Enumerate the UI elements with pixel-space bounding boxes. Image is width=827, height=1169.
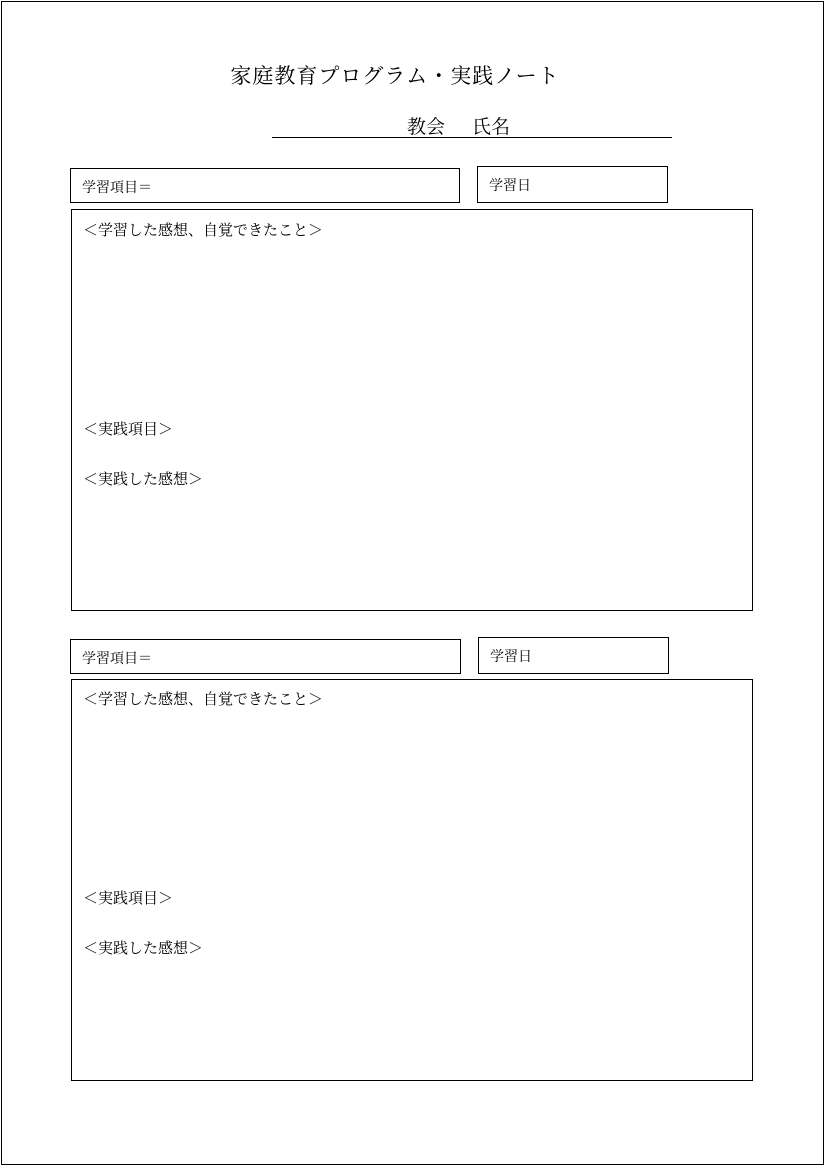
impressions-prompt: ＜学習した感想、自覚できたこと＞ — [83, 690, 324, 708]
study-date-label: 学習日 — [489, 178, 531, 194]
practice-item-writing-area-2[interactable] — [80, 912, 744, 934]
study-date-field-2[interactable] — [478, 637, 669, 674]
study-date-label: 学習日 — [490, 649, 532, 665]
practice-item-writing-area-1[interactable] — [80, 442, 744, 464]
impressions-writing-area-2[interactable] — [80, 714, 744, 884]
church-label: 教会 — [407, 116, 446, 138]
study-topic-label: 学習項目＝ — [82, 180, 152, 196]
study-topic-field-1[interactable] — [70, 168, 460, 203]
study-date-field-1[interactable] — [477, 166, 668, 203]
entry-notes-box-1 — [71, 209, 753, 611]
practice-item-prompt: ＜実践項目＞ — [83, 889, 174, 907]
practice-impressions-prompt: ＜実践した感想＞ — [83, 470, 204, 488]
church-name-field[interactable] — [272, 112, 672, 138]
practice-impressions-writing-area-1[interactable] — [80, 492, 744, 604]
name-label: 氏名 — [472, 116, 511, 138]
impressions-writing-area-1[interactable] — [80, 244, 744, 414]
page-title: 家庭教育プログラム・実践ノート — [230, 64, 560, 88]
entry-notes-box-2 — [71, 679, 753, 1081]
impressions-prompt: ＜学習した感想、自覚できたこと＞ — [83, 221, 324, 239]
study-topic-field-2[interactable] — [70, 639, 461, 674]
practice-impressions-writing-area-2[interactable] — [80, 962, 744, 1074]
study-topic-label: 学習項目＝ — [82, 651, 152, 667]
practice-impressions-prompt: ＜実践した感想＞ — [83, 939, 204, 957]
practice-item-prompt: ＜実践項目＞ — [83, 420, 174, 438]
